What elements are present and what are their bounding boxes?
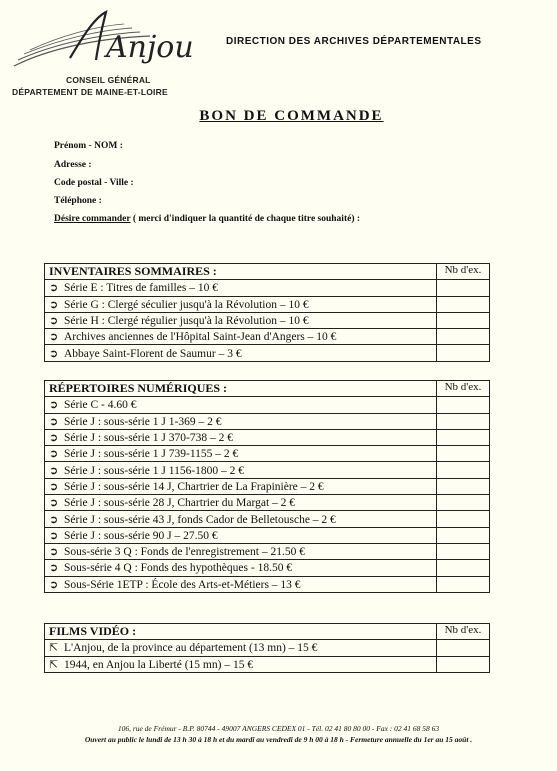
quantity-cell[interactable] [437, 478, 490, 494]
quantity-cell[interactable] [437, 413, 490, 429]
quantity-cell[interactable] [437, 640, 490, 656]
conseil-line1: CONSEIL GÉNÉRAL [66, 75, 151, 85]
item-label: Abbaye Saint-Florent de Saumur – 3 € [64, 347, 242, 360]
item-label: Série J : sous-série 43 J, fonds Cador de Belletousche – 2 € [64, 513, 336, 526]
item-label: Sous-série 3 Q : Fonds de l'enregistrement – 21.50 € [64, 546, 305, 559]
table-row [45, 511, 490, 527]
nb-ex-header: Nb d'ex. [437, 381, 490, 397]
table-row [45, 495, 490, 511]
item-label: Série J : sous-série 1 J 370-738 – 2 € [64, 432, 233, 445]
circle-right-arrow-icon: ➲ [49, 529, 59, 542]
circle-right-arrow-icon: ➲ [49, 480, 59, 493]
quantity-cell[interactable] [437, 280, 490, 296]
field-prenom-nom[interactable]: Prénom - NOM : [54, 141, 123, 151]
item-label: L'Anjou, de la province au département (13 mn) – 15 € [64, 642, 318, 655]
footer-address: 106, rue de Frémur - B.P. 80744 - 49007 ANGERS CEDEX 01 - Tél. 02 41 80 80 00 - Fax : 02 41 68 58 63 [117, 724, 440, 733]
circle-right-arrow-icon: ➲ [49, 578, 59, 591]
repertoires-table [44, 380, 490, 593]
anjou-logo [10, 8, 200, 98]
circle-right-arrow-icon: ➲ [49, 298, 59, 311]
item-label: Archives anciennes de l'Hôpital Saint-Jean d'Angers – 10 € [64, 331, 337, 344]
table-row [45, 656, 490, 672]
inventaires-table [44, 263, 490, 362]
desire-note: ( merci d'indiquer la quantité de chaque titre souhaité) : [130, 214, 361, 224]
table-row [45, 329, 490, 345]
conseil-line2: DÉPARTEMENT DE MAINE-ET-LOIRE [12, 87, 168, 97]
item-label: Série J : sous-série 90 J – 27.50 € [64, 529, 218, 542]
field-code-postal-ville[interactable]: Code postal - Ville : [54, 178, 134, 188]
circle-right-arrow-icon: ➲ [49, 432, 59, 445]
field-adresse[interactable]: Adresse : [54, 160, 92, 170]
circle-right-arrow-icon: ➲ [49, 546, 59, 559]
quantity-cell[interactable] [437, 656, 490, 672]
circle-right-arrow-icon: ➲ [49, 331, 59, 344]
item-label: Série E : Titres de familles – 10 € [64, 282, 218, 295]
quantity-cell[interactable] [437, 560, 490, 576]
circle-right-arrow-icon: ➲ [49, 347, 59, 360]
table-row [45, 576, 490, 592]
quantity-cell[interactable] [437, 312, 490, 328]
films-title: FILMS VIDÉO : [45, 624, 437, 640]
page-title: BON DE COMMANDE [199, 108, 384, 124]
circle-right-arrow-icon: ➲ [49, 497, 59, 510]
table-row [45, 312, 490, 328]
northwest-arrow-icon: ⇱ [49, 642, 59, 655]
quantity-cell[interactable] [437, 511, 490, 527]
table-row [45, 296, 490, 312]
item-label: Série J : sous-série 1 J 1-369 – 2 € [64, 415, 222, 428]
logo-script-text: Anjou [106, 30, 194, 65]
quantity-cell[interactable] [437, 397, 490, 413]
nb-ex-header: Nb d'ex. [437, 264, 490, 280]
item-label: Série C - 4.60 € [64, 399, 137, 412]
quantity-cell[interactable] [437, 345, 490, 361]
table-row [45, 413, 490, 429]
circle-right-arrow-icon: ➲ [49, 562, 59, 575]
circle-right-arrow-icon: ➲ [49, 448, 59, 461]
quantity-cell[interactable] [437, 576, 490, 592]
nb-ex-header: Nb d'ex. [437, 624, 490, 640]
item-label: Série H : Clergé régulier jusqu'à la Révolution – 10 € [64, 315, 309, 328]
quantity-cell[interactable] [437, 495, 490, 511]
item-label: Série J : sous-série 1 J 739-1155 – 2 € [64, 448, 239, 461]
quantity-cell[interactable] [437, 296, 490, 312]
table-row [45, 462, 490, 478]
table-row [45, 280, 490, 296]
circle-right-arrow-icon: ➲ [49, 399, 59, 412]
table-row [45, 560, 490, 576]
quantity-cell[interactable] [437, 543, 490, 559]
direction-heading: DIRECTION DES ARCHIVES DÉPARTEMENTALES [226, 36, 482, 47]
item-label: Série J : sous-série 14 J, Chartrier de La Frapinière – 2 € [64, 480, 324, 493]
table-row [45, 640, 490, 656]
inventaires-title: INVENTAIRES SOMMAIRES : [45, 264, 437, 280]
films-table [44, 623, 490, 673]
quantity-cell[interactable] [437, 527, 490, 543]
quantity-cell[interactable] [437, 446, 490, 462]
circle-right-arrow-icon: ➲ [49, 282, 59, 295]
table-row [45, 543, 490, 559]
item-label: Sous-série 4 Q : Fonds des hypothèques - 18.50 € [64, 562, 293, 575]
circle-right-arrow-icon: ➲ [49, 415, 59, 428]
item-label: Série J : sous-série 28 J, Chartrier du Margat – 2 € [64, 497, 296, 510]
desire-label: Désire commander [54, 214, 131, 224]
table-row [45, 345, 490, 361]
quantity-cell[interactable] [437, 462, 490, 478]
field-telephone[interactable]: Téléphone : [54, 196, 102, 206]
quantity-cell[interactable] [437, 429, 490, 445]
item-label: Série J : sous-série 1 J 1156-1800 – 2 € [64, 464, 245, 477]
table-row [45, 527, 490, 543]
table-row [45, 446, 490, 462]
table-row [45, 478, 490, 494]
circle-right-arrow-icon: ➲ [49, 315, 59, 328]
repertoires-title: RÉPERTOIRES NUMÉRIQUES : [45, 381, 437, 397]
item-label: Sous-Série 1ETP : École des Arts-et-Métiers – 13 € [64, 578, 301, 591]
northwest-arrow-icon: ⇱ [49, 658, 59, 671]
table-row [45, 429, 490, 445]
circle-right-arrow-icon: ➲ [49, 464, 59, 477]
quantity-cell[interactable] [437, 329, 490, 345]
table-row [45, 397, 490, 413]
circle-right-arrow-icon: ➲ [49, 513, 59, 526]
conseil-general-label [12, 74, 212, 98]
item-label: 1944, en Anjou la Liberté (15 mn) – 15 € [64, 658, 254, 671]
desire-commander-line [54, 214, 360, 224]
footer-hours: Ouvert au public le lundi de 13 h 30 à 18 h et du mardi au vendredi de 9 h 00 à 18 h - Fermeture annuelle du 1er au 15 août . [84, 735, 473, 744]
item-label: Série G : Clergé séculier jusqu'à la Révolution – 10 € [64, 298, 309, 311]
